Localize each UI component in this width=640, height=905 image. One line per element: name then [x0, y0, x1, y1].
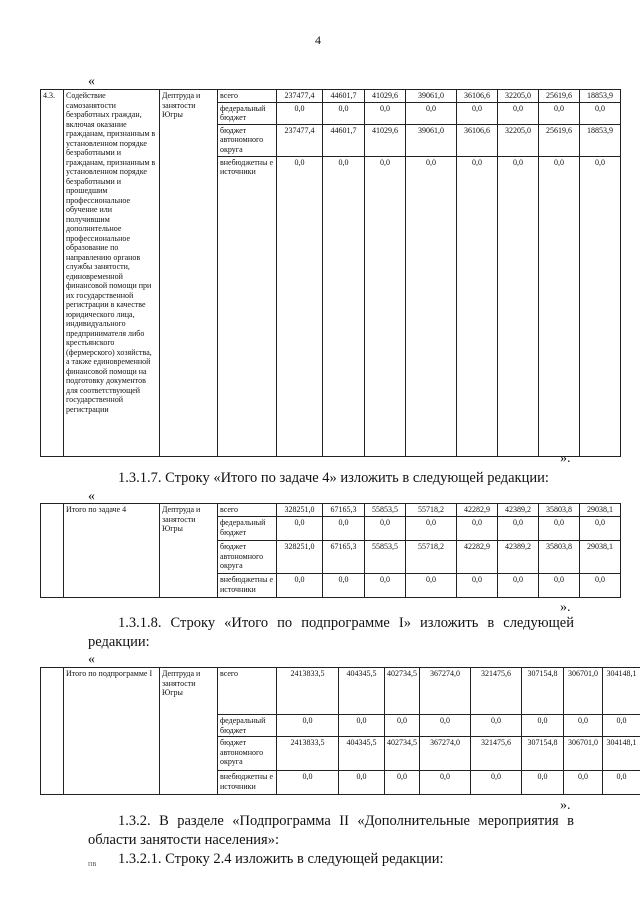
value-cell: 328251,0 [277, 504, 323, 517]
value-cell: 404345,5 [339, 668, 385, 715]
value-cell: 0,0 [580, 156, 621, 456]
row-title: Итого по подпрограмме I [64, 668, 160, 795]
value-cell: 0,0 [420, 715, 471, 737]
value-cell: 2413833,5 [277, 668, 339, 715]
value-cell: 0,0 [522, 771, 564, 795]
source-label: внебюджетны е источники [218, 156, 277, 456]
value-cell: 0,0 [457, 517, 498, 541]
value-cell: 29038,1 [580, 504, 621, 517]
source-label: федеральный бюджет [218, 517, 277, 541]
value-cell: 0,0 [539, 517, 580, 541]
value-cell: 29038,1 [580, 541, 621, 574]
value-cell: 25619,6 [539, 90, 580, 103]
value-cell: 0,0 [277, 574, 323, 598]
value-cell: 0,0 [580, 517, 621, 541]
value-cell: 304148,1 [603, 668, 640, 715]
value-cell: 0,0 [406, 517, 457, 541]
value-cell: 0,0 [539, 574, 580, 598]
open-quote: « [88, 652, 95, 667]
blank-cell [41, 504, 64, 598]
page-number: 4 [315, 33, 321, 47]
value-cell: 0,0 [339, 715, 385, 737]
value-cell: 41029,6 [365, 124, 406, 156]
value-cell: 0,0 [323, 517, 365, 541]
value-cell: 18853,9 [580, 90, 621, 103]
value-cell: 55853,5 [365, 504, 406, 517]
value-cell: 328251,0 [277, 541, 323, 574]
value-cell: 32205,0 [498, 90, 539, 103]
value-cell: 0,0 [603, 715, 640, 737]
row-number: 4.3. [41, 90, 64, 457]
value-cell: 39061,0 [406, 90, 457, 103]
value-cell: 0,0 [564, 771, 603, 795]
value-cell: 36106,6 [457, 90, 498, 103]
value-cell: 0,0 [498, 517, 539, 541]
source-label: внебюджетны е источники [218, 771, 277, 795]
value-cell: 44601,7 [323, 90, 365, 103]
value-cell: 42282,9 [457, 541, 498, 574]
close-quote: ». [560, 600, 571, 615]
value-cell: 367274,0 [420, 668, 471, 715]
executor: Дептруда и занятости Югры [160, 504, 218, 598]
value-cell: 0,0 [457, 102, 498, 124]
value-cell: 0,0 [406, 102, 457, 124]
footer-mark: ПВ [88, 862, 97, 868]
table-row-4-3 [40, 89, 621, 457]
value-cell: 0,0 [385, 715, 420, 737]
paragraph-text: 1.3.1.8. Строку «Итого по подпрограмме I» изложить в следующей редакции: [88, 615, 574, 650]
value-cell: 0,0 [457, 574, 498, 598]
value-cell: 42282,9 [457, 504, 498, 517]
value-cell: 307154,8 [522, 737, 564, 771]
close-quote: ». [560, 798, 571, 813]
value-cell: 307154,8 [522, 668, 564, 715]
value-cell: 0,0 [539, 156, 580, 456]
source-label: бюджет автономного округа [218, 541, 277, 574]
value-cell: 0,0 [580, 102, 621, 124]
value-cell: 0,0 [406, 574, 457, 598]
value-cell: 18853,9 [580, 124, 621, 156]
value-cell: 306701,0 [564, 668, 603, 715]
value-cell: 0,0 [580, 574, 621, 598]
value-cell: 0,0 [277, 715, 339, 737]
value-cell: 55718,2 [406, 504, 457, 517]
value-cell: 0,0 [323, 574, 365, 598]
source-label: внебюджетны е источники [218, 574, 277, 598]
value-cell: 0,0 [323, 102, 365, 124]
value-cell: 321475,6 [471, 737, 522, 771]
value-cell: 42389,2 [498, 504, 539, 517]
value-cell: 36106,6 [457, 124, 498, 156]
value-cell: 2413833,5 [277, 737, 339, 771]
paragraph-1-3-1-8 [88, 614, 574, 652]
executor: Дептруда и занятости Югры [160, 90, 218, 457]
value-cell: 0,0 [277, 517, 323, 541]
value-cell: 67165,3 [323, 504, 365, 517]
value-cell: 0,0 [603, 771, 640, 795]
row-title: Итого по задаче 4 [64, 504, 160, 598]
value-cell: 0,0 [498, 156, 539, 456]
value-cell: 35803,8 [539, 541, 580, 574]
value-cell: 42389,2 [498, 541, 539, 574]
source-label: бюджет автономного округа [218, 124, 277, 156]
value-cell: 402734,5 [385, 737, 420, 771]
value-cell: 0,0 [365, 574, 406, 598]
value-cell: 39061,0 [406, 124, 457, 156]
value-cell: 55718,2 [406, 541, 457, 574]
value-cell: 0,0 [498, 102, 539, 124]
value-cell: 25619,6 [539, 124, 580, 156]
value-cell: 0,0 [365, 156, 406, 456]
value-cell: 55853,5 [365, 541, 406, 574]
value-cell: 0,0 [365, 102, 406, 124]
table-total-task-4 [40, 503, 621, 598]
value-cell: 0,0 [277, 102, 323, 124]
value-cell: 35803,8 [539, 504, 580, 517]
value-cell: 0,0 [539, 102, 580, 124]
value-cell: 237477,4 [277, 90, 323, 103]
value-cell: 0,0 [471, 715, 522, 737]
source-label: всего [218, 668, 277, 715]
value-cell: 402734,5 [385, 668, 420, 715]
value-cell: 0,0 [385, 771, 420, 795]
value-cell: 304148,1 [603, 737, 640, 771]
value-cell: 0,0 [471, 771, 522, 795]
value-cell: 0,0 [323, 156, 365, 456]
value-cell: 0,0 [365, 517, 406, 541]
paragraph-1-3-1-7: 1.3.1.7. Строку «Итого по задаче 4» изложить в следующей редакции: [118, 470, 549, 486]
value-cell: 321475,6 [471, 668, 522, 715]
paragraph-1-3-2 [88, 812, 574, 850]
value-cell: 237477,4 [277, 124, 323, 156]
value-cell: 0,0 [457, 156, 498, 456]
paragraph-text: 1.3.2. В разделе «Подпрограмма II «Дополнительные мероприятия в области занятости населения»: [88, 813, 574, 848]
value-cell: 0,0 [339, 771, 385, 795]
value-cell: 0,0 [522, 715, 564, 737]
paragraph-1-3-2-1: 1.3.2.1. Строку 2.4 изложить в следующей редакции: [118, 851, 444, 867]
table-total-subprogram-1 [40, 667, 640, 795]
source-label: всего [218, 504, 277, 517]
value-cell: 67165,3 [323, 541, 365, 574]
value-cell: 0,0 [406, 156, 457, 456]
value-cell: 404345,5 [339, 737, 385, 771]
blank-cell [41, 668, 64, 795]
source-label: бюджет автономного округа [218, 737, 277, 771]
value-cell: 0,0 [277, 156, 323, 456]
value-cell: 0,0 [498, 574, 539, 598]
value-cell: 0,0 [420, 771, 471, 795]
measure-name: Содействие самозанятости безработных граждан, включая оказание гражданам, признанным в установленном порядке безработными и гражданам, признанным в установленном порядке безработными и прошедшим профессиональное обучение или получившим дополнительное профессиональное образование по направлению органов службы занятости, единовременной финансовой помощи при их государственной регистрации в качестве юридического лица, индивидуального предпринимателя либо крестьянского (фермерского) хозяйства, а также единовременной финансовой помощи на подготовку документов для соответствующей государственной регистрации [64, 90, 160, 457]
executor: Дептруда и занятости Югры [160, 668, 218, 795]
open-quote: « [88, 489, 95, 504]
source-label: всего [218, 90, 277, 103]
value-cell: 367274,0 [420, 737, 471, 771]
value-cell: 32205,0 [498, 124, 539, 156]
value-cell: 0,0 [564, 715, 603, 737]
value-cell: 0,0 [277, 771, 339, 795]
value-cell: 41029,6 [365, 90, 406, 103]
value-cell: 44601,7 [323, 124, 365, 156]
open-quote: « [88, 74, 95, 89]
source-label: федеральный бюджет [218, 715, 277, 737]
source-label: федеральный бюджет [218, 102, 277, 124]
close-quote: ». [560, 451, 571, 466]
value-cell: 306701,0 [564, 737, 603, 771]
